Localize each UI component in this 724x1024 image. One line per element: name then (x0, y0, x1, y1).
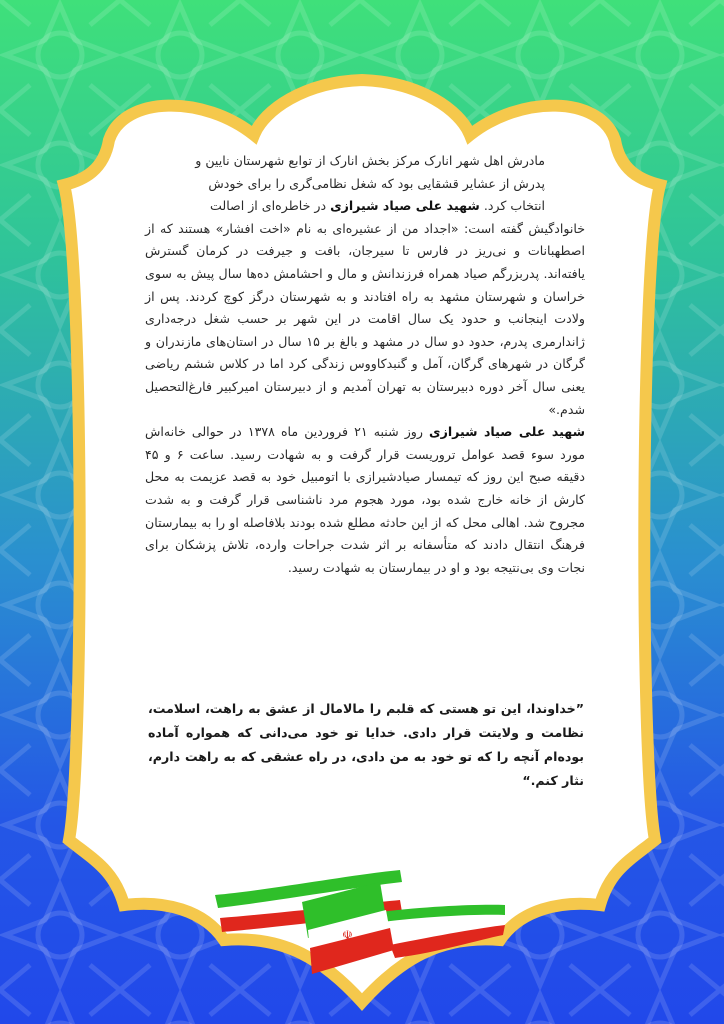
paragraph-martyrdom-text: روز شنبه ۲۱ فروردین ماه ۱۳۷۸ در حوالی خانه‌اش مورد سوء قصد عوامل تروریست قرار گرفت و به شهادت رسید. ساعت ۶ و ۴۵ دقیقه صبح این روز که تیمسار صیادشیرازی با اتومبیل خود به قصد عزیمت به محل کارش از خانه خارج شده بود، مورد هجوم مرد ناشناسی قرار گرفت و به شدت مجروح شد. اهالی محل که از این حادثه مطلع شده بودند بلافاصله او را به بیمارستان فرهنگ انتقال دادند که متأسفانه بر اثر شدت جراحات وارده، تلاش پزشکان برای نجات وی بی‌نتیجه بود و او در بیمارستان به شهادت رسید. (145, 424, 586, 575)
intro-line-3-post: در خاطره‌ای از اصالت (209, 198, 327, 214)
emblem-icon: ☫ (342, 928, 353, 942)
intro-line-3-pre: انتخاب کرد. (483, 198, 545, 214)
paragraph-ancestry: خانوادگیش گفته است: «اجداد من از عشیره‌ای به نام «اخت افشار» هستند که از اصطهبانات و نی‌ریز در فارس تا سیرجان، بافت و جیرفت در کرمان گسترش یافته‌اند. پدربزرگم صیاد همراه فرزندانش و مال و احشامش ده‌ها سال پیش به سوی خراسان و شهرستان مشهد به راه افتادند و به شهرستان درگز کوچ کردند. پس از ولادت اینجانب و حدود یک سال اقامت در این شهر بر حسب شغل درجه‌داری ژاندارمری پدرم، حدود دو سال در مشهد و بالغ بر ۱۵ سال در استان‌های مازندران و گرگان در شهرهای گرگان، آمل و گنبدکاووس زندگی کرد اما در کلاس ششم ریاضی یعنی سال آخر دوره دبیرستان به تهران آمدیم و از دبیرستان امیرکبیر فارغ‌التحصیل شدم.» (145, 220, 585, 417)
ribbon-red-right (390, 925, 505, 958)
martyr-name-bold: شهید علی صیاد شیرازی (429, 424, 585, 440)
intro-line-2: پدرش از عشایر قشقایی بود که شغل نظامی‌گری را برای خودش (208, 175, 545, 191)
quote-text: ”خداوندا، این تو هستی که قلبم را مالامال از عشق به راهت، اسلامت، نظامت و ولایتت قرار دادی. خدایا تو خود می‌دانی که همواره آماده بوده‌ام آنچه را که تو خود به من دادی، در راه عشقی که به راهت دارم، نثار کنم.“ (148, 700, 584, 788)
martyr-name-heading: شهید علی صیاد شیرازی (330, 198, 480, 214)
paragraph-martyrdom (145, 421, 585, 579)
intro-line-3 (145, 195, 585, 218)
flag-banner (302, 882, 394, 974)
biography-text (145, 150, 585, 579)
intro-line-1: مادرش اهل شهر انارک مرکز بخش انارک از توابع شهرستان نایین و (195, 153, 545, 168)
iran-flag-ribbon-icon (210, 870, 510, 980)
